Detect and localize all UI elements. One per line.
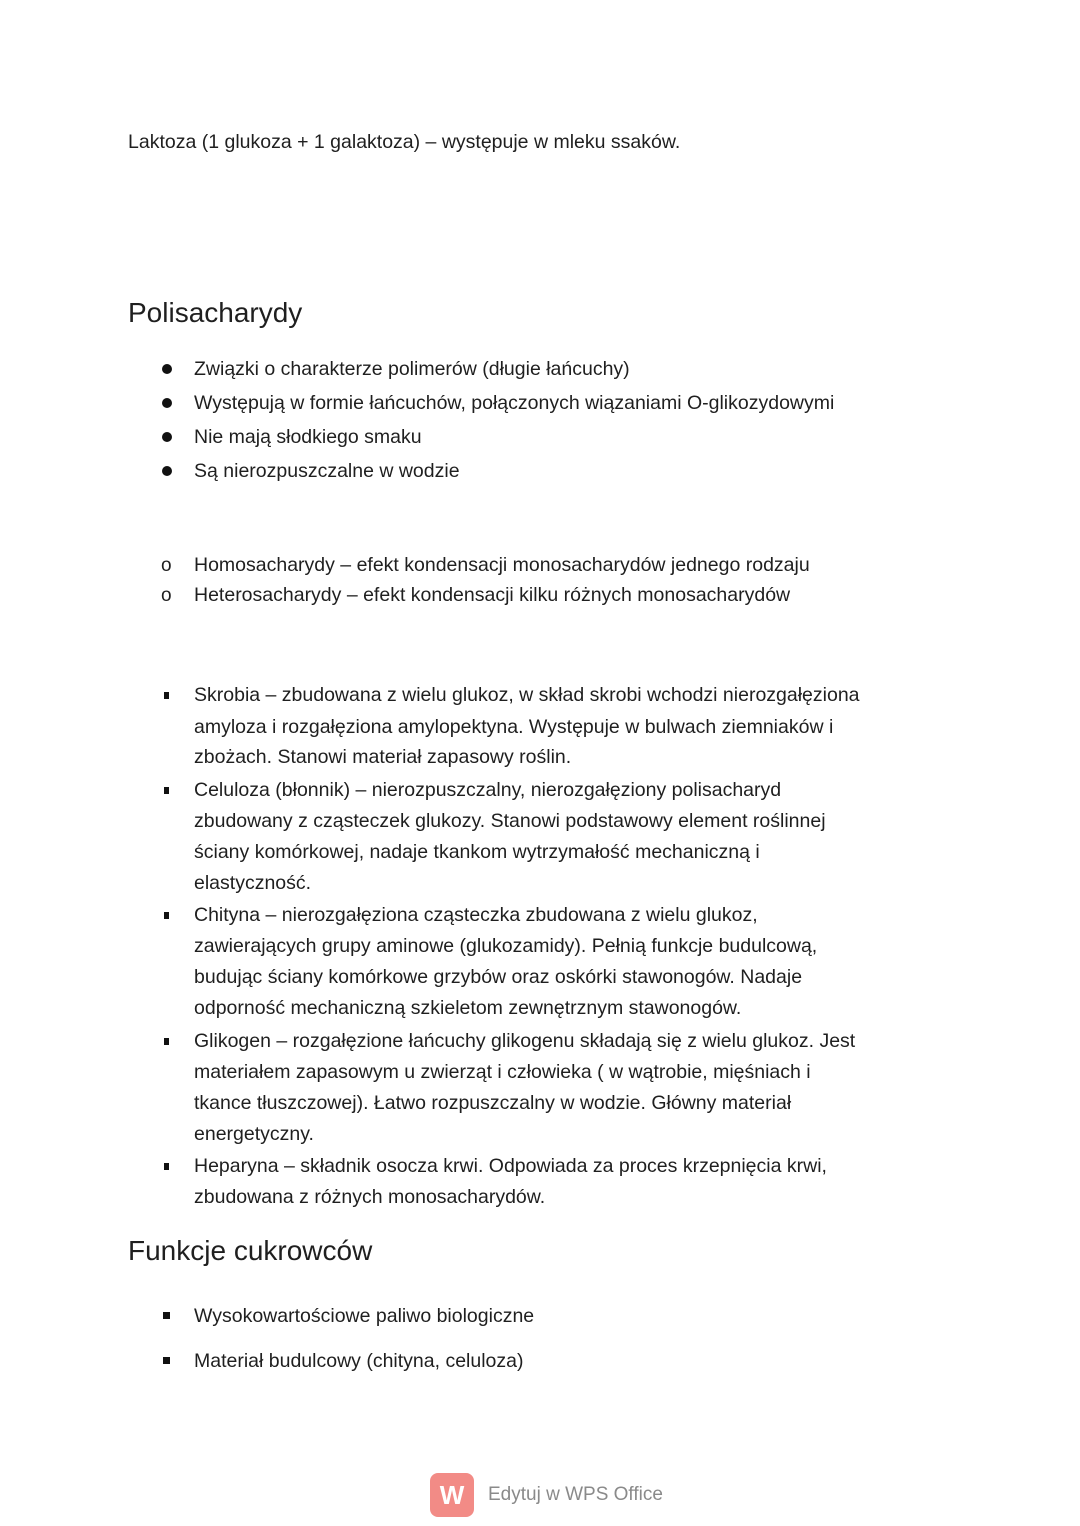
wps-label: Edytuj w WPS Office <box>488 1484 663 1505</box>
square-bullet-icon <box>164 1038 169 1045</box>
heading-funkcje: Funkcje cukrowców <box>128 1235 373 1266</box>
example-line: budując ściany komórkowe grzybów oraz oskórki stawonogów. Nadaje <box>194 966 803 988</box>
example-line: Skrobia – zbudowana z wielu glukoz, w skład skrobi wchodzi nierozgałęziona <box>194 684 860 706</box>
example-line: tkance tłuszczowej). Łatwo rozpuszczalny w wodzie. Główny materiał <box>194 1092 792 1114</box>
bullet-item: Nie mają słodkiego smaku <box>194 426 422 448</box>
example-line: odporność mechaniczną szkieletom zewnętrznym stawonogów. <box>194 997 742 1019</box>
circle-bullet-icon: o <box>161 585 172 606</box>
bullet-item: Występują w formie łańcuchów, połączonych wiązaniami O-glikozydowymi <box>194 392 835 414</box>
bullet-item: Związki o charakterze polimerów (długie łańcuchy) <box>194 358 630 380</box>
square-bullet-icon <box>164 912 169 919</box>
example-line: Chityna – nierozgałęziona cząsteczka zbudowana z wielu glukoz, <box>194 904 758 926</box>
example-line: Celuloza (błonnik) – nierozpuszczalny, nierozgałęziony polisacharyd <box>194 779 782 801</box>
bullet-icon <box>162 364 172 374</box>
example-line: zawierających grupy aminowe (glukozamidy). Pełnią funkcje budulcową, <box>194 935 818 957</box>
example-line: ściany komórkowej, nadaje tkankom wytrzymałość mechaniczną i <box>194 841 760 863</box>
example-line: zbudowana z różnych monosacharydów. <box>194 1186 546 1208</box>
example-line: amyloza i rozgałęziona amylopektyna. Występuje w bulwach ziemniaków i <box>194 716 834 738</box>
type-item: Heterosacharydy – efekt kondensacji kilku różnych monosacharydów <box>194 584 791 606</box>
bullet-icon <box>162 466 172 476</box>
example-line: energetyczny. <box>194 1123 314 1145</box>
type-item: Homosacharydy – efekt kondensacji monosacharydów jednego rodzaju <box>194 554 810 576</box>
square-bullet-icon <box>164 1163 169 1170</box>
circle-bullet-icon: o <box>161 555 172 576</box>
square-bullet-icon <box>164 787 169 794</box>
edit-in-wps-button[interactable] <box>430 1473 663 1517</box>
example-line: Glikogen – rozgałęzione łańcuchy glikogenu składają się z wielu glukoz. Jest <box>194 1030 856 1052</box>
bullet-icon <box>162 432 172 442</box>
function-item: Wysokowartościowe paliwo biologiczne <box>194 1305 535 1327</box>
square-bullet-icon <box>163 1312 170 1319</box>
example-line: materiałem zapasowym u zwierząt i człowieka ( w wątrobie, mięśniach i <box>194 1061 811 1083</box>
wps-logo-icon: W <box>430 1473 474 1517</box>
example-line: Heparyna – składnik osocza krwi. Odpowiada za proces krzepnięcia krwi, <box>194 1155 827 1177</box>
square-bullet-icon <box>163 1357 170 1364</box>
bullet-item: Są nierozpuszczalne w wodzie <box>194 460 460 482</box>
square-bullet-icon <box>164 692 169 699</box>
example-line: zbudowany z cząsteczek glukozy. Stanowi podstawowy element roślinnej <box>194 810 826 832</box>
bullet-icon <box>162 398 172 408</box>
intro-paragraph: Laktoza (1 glukoza + 1 galaktoza) – występuje w mleku ssaków. <box>128 131 681 153</box>
example-line: zbożach. Stanowi materiał zapasowy roślin. <box>194 746 572 768</box>
heading-polisacharydy: Polisacharydy <box>128 297 303 328</box>
function-item: Materiał budulcowy (chityna, celuloza) <box>194 1350 524 1372</box>
example-line: elastyczność. <box>194 872 312 894</box>
